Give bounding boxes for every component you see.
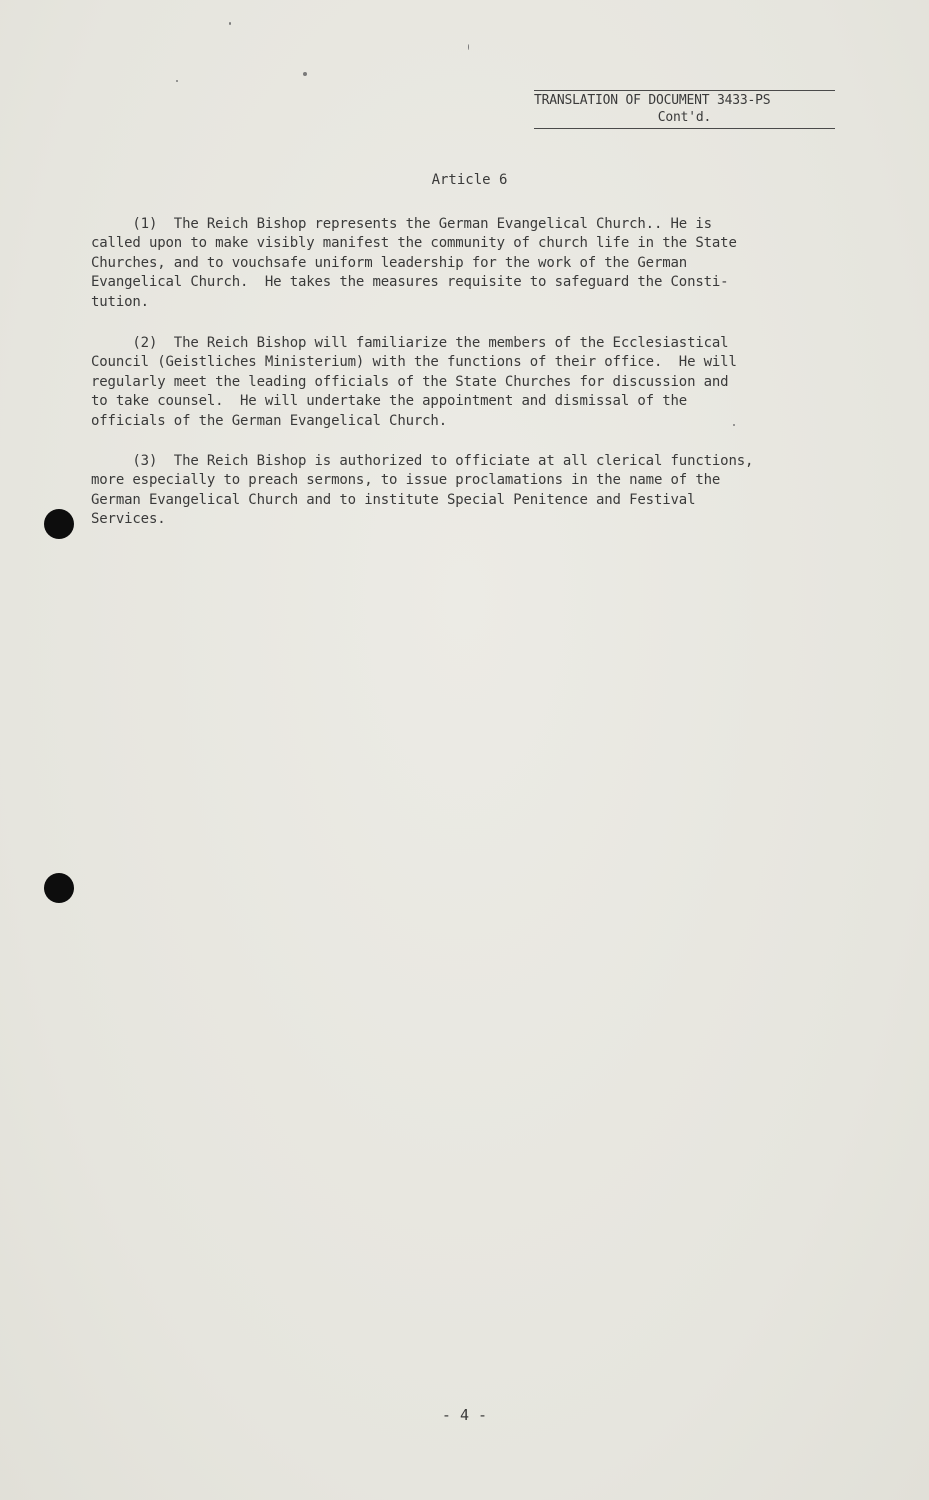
paper-speck [733,424,735,426]
punch-hole-lower [44,873,74,903]
header-title: TRANSLATION OF DOCUMENT 3433-PS [534,93,771,108]
paragraph-1 [91,215,851,312]
paragraph-line: (3) The Reich Bishop is authorized to officiate at all clerical functions, [91,453,754,469]
paragraph-line: regularly meet the leading officials of the State Churches for discussion and [91,373,729,390]
paper-speck [303,72,307,76]
paragraph-2 [91,334,851,431]
paragraph-line: Council (Geistliches Ministerium) with the functions of their office. He will [91,354,737,371]
header-continued: Cont'd. [657,110,712,125]
article-heading: Article 6 [431,172,508,188]
paragraph-3 [91,452,851,530]
paragraph-line: German Evangelical Church and to institute Special Penitence and Festival [91,491,696,508]
page-number: - 4 - [441,1406,488,1424]
paragraph-line: more especially to preach sermons, to issue proclamations in the name of the [91,472,721,489]
paragraph-line: Churches, and to vouchsafe uniform leadership for the work of the German [91,254,688,271]
paper-speck [229,22,231,25]
header-top-rule [534,90,835,91]
header-bottom-rule [534,128,835,129]
document-header [534,92,835,126]
paragraph-line: tution. [91,293,149,310]
paragraph-line: (1) The Reich Bishop represents the German Evangelical Church.. He is [91,216,712,232]
paragraph-line: Services. [91,511,166,528]
paper-speck [468,44,469,50]
paragraph-line: to take counsel. He will undertake the appointment and dismissal of the [91,393,688,410]
paragraph-line: called upon to make visibly manifest the community of church life in the State [91,235,737,252]
paragraph-line: officials of the German Evangelical Church. [91,412,447,429]
paper-speck [176,80,178,82]
paragraph-line: Evangelical Church. He takes the measures requisite to safeguard the Consti- [91,274,729,291]
paragraph-line: (2) The Reich Bishop will familiarize the members of the Ecclesiastical [91,335,729,351]
punch-hole-upper [44,509,74,539]
